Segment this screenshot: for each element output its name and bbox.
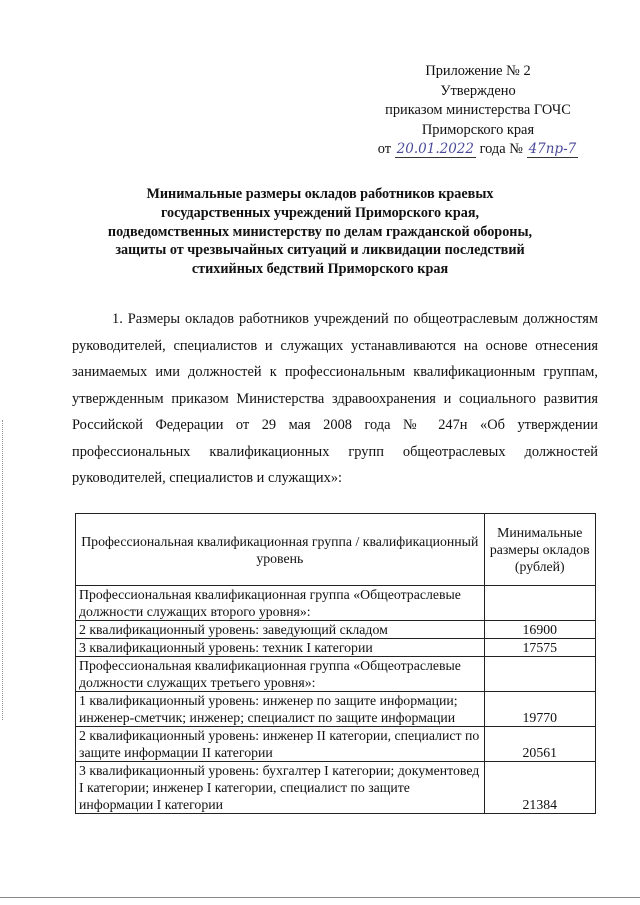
title-line: Минимальные размеры окладов работников краевых [146,186,494,202]
title-line: государственных учреждений Приморского края, [160,204,480,221]
table-row [76,586,596,621]
row-name: Профессиональная квалификационная группа «Общеотраслевые должности служащих второго уровня»: [76,586,485,621]
row-name: 2 квалификационный уровень: инженер II категории, специалист по защите информации II категории [76,727,485,762]
row-value [484,586,595,621]
title-line: подведомственных министерству по делам гражданской обороны, [107,223,533,240]
table-row [76,727,596,762]
row-name: 2 квалификационный уровень: заведующий складом [76,621,485,639]
row-name: 1 квалификационный уровень: инженер по защите информации; инженер-сметчик; инженер; специалист по защите информации [76,692,485,727]
handwritten-date: 20.01.2022 [396,141,474,157]
row-value: 17575 [484,639,595,657]
row-name: Профессиональная квалификационная группа «Общеотраслевые должности служащих третьего уровня»: [76,657,485,692]
scan-edge-marks [2,420,5,720]
row-value: 16900 [484,621,595,639]
salary-table [75,513,596,814]
header-group-level: Профессиональная квалификационная группа / квалификационный уровень [76,514,485,586]
row-value: 19770 [484,692,595,727]
table-row [76,762,596,814]
header-salary: Минимальные размеры окладов (рублей) [484,514,595,586]
title-line: защиты от чрезвычайных ситуаций и ликвидации последствий [115,242,525,259]
order-date-line [360,140,596,160]
region-label: Приморского края [421,121,535,138]
table-row [76,657,596,692]
document-title [90,185,550,279]
row-value: 21384 [484,762,595,814]
title-line: стихийных бедствий Приморского края [191,261,449,278]
date-prefix: от [377,141,392,157]
handwritten-order-number: 47пр-7 [528,141,577,157]
table-row [76,692,596,727]
scan-bottom-edge [0,897,640,898]
table-row [76,621,596,639]
table-row [76,639,596,657]
order-label: приказом министерства ГОЧС [385,102,571,118]
approved-label: Утверждено [440,82,516,99]
appendix-label: Приложение № 2 [425,63,531,79]
row-value [484,657,595,692]
row-value: 20561 [484,727,595,762]
body-paragraph: 1. Размеры окладов работников учреждений по общеотраслевым должностям руководителей, специалистов и служащих устанавливаются на основе отнесения занимаемых ими должностей к профессиональным квалификационным группам, утвержденным приказом Министерства здравоохранения и социального развития Российской Федерации от 29 мая 2008 года № 247н «Об утверждении профессиональных квалификационных групп общеотраслевых должностей руководителей, специалистов и служащих»: [72,311,598,486]
row-name: 3 квалификационный уровень: бухгалтер I категории; документовед I категории; инженер I категории, специалист по защите информации I категории [76,762,485,814]
table-header-row [76,514,596,586]
approval-block [360,62,596,160]
number-prefix: года № [479,141,523,157]
row-name: 3 квалификационный уровень: техник I категории [76,639,485,657]
